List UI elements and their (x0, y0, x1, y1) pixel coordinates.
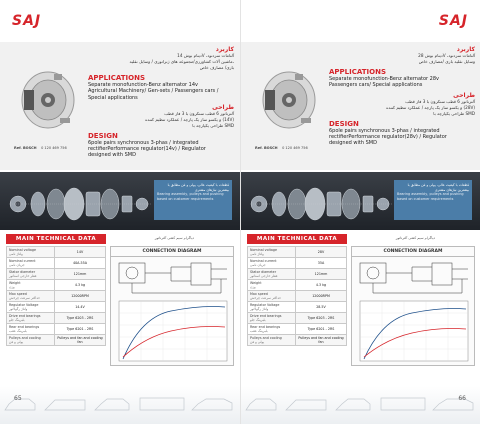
table-row: Max speed حداکثر سرعت چرخش 12000RPM (248, 291, 347, 302)
applications-heading: APPLICATIONS (88, 74, 145, 82)
fa-application-line: ماشین آلات کشاورزی/مجموعه های ژنراتوری / وسایل نقلیه، (129, 59, 234, 64)
exploded-parts-illustration (8, 178, 153, 226)
fa-design-line: طراحی یکپارچه با SMD (433, 110, 475, 116)
fa-application-line: دینام بوش 28V ،آلتامات سردنود (418, 53, 475, 58)
main-technical-data-banner: MAIN TECHNICAL DATA (247, 234, 347, 244)
design-line: 6pole pairs synchronous 3-phas / integrated (329, 127, 440, 134)
table-row: Weight وزن 4.3 kg (248, 280, 347, 291)
logo-tagline (12, 29, 41, 33)
logo-tagline (439, 29, 468, 33)
table-row: Weight وزن 4.3 kg (7, 280, 106, 291)
design-heading: DESIGN (88, 131, 118, 140)
fa-application-title: کاربرد (215, 46, 234, 53)
connection-diagram-box (110, 246, 234, 366)
fa-application-line: باری/ مصارف خاص (199, 65, 234, 70)
table-row: Rear end bearings بلبرینگ عقب Type 6201 - 2RS (248, 324, 347, 335)
page-footer (241, 386, 480, 424)
fa-design-line: و یکسو ساز یک پارچه / عملکرد تنظیم کننده (28V) (386, 104, 475, 110)
quality-note-fa: قطعات با کیفیت عالی، پولی و فن مطابق با بیشترین نیازهای مشتری (407, 183, 469, 192)
table-row: Nominal current جریان نامی 40A-55A (7, 258, 106, 269)
fa-design-line: آلترناتور 6 قطب سنکرون با 3 فاز قطب (164, 110, 234, 116)
table-row: Nominal current جریان نامی 35A (248, 258, 347, 269)
table-row: Regulator Voltage ولتاژ رگولاتور 14.4V (7, 302, 106, 313)
connection-diagram-fa-title: دیاگرام سیم کشی آلترناتور (154, 236, 194, 240)
page-number: 66 (458, 395, 466, 402)
table-row: Drive end bearings بلبرینگ جلو Type 6203 - 2RS (248, 313, 347, 324)
applications-line: Agricultural Machinery/ Gen-sets / Passengers cars / (88, 88, 219, 95)
quality-note-en: Bearing assembly, pulleys and pushing based on customer requirements (397, 192, 464, 201)
design-line: rectifierPerformance regulator(28v) / Regulator (329, 133, 447, 140)
main-technical-data-banner: MAIN TECHNICAL DATA (6, 234, 106, 244)
table-row: Max speed حداکثر سرعت چرخش 12000RPM (7, 291, 106, 302)
design-line: 6pole pairs synchronous 3-phas / integrated (88, 139, 199, 146)
alternator-photo (255, 60, 321, 140)
brand-logo: SAJ (12, 13, 41, 33)
quality-note-box (154, 180, 232, 220)
spec-table (6, 246, 106, 346)
bosch-reference: Ref. BOSCH 0 120 469 756 (14, 146, 67, 150)
alternator-photo (14, 60, 80, 140)
table-row: Regulator Voltage ولتاژ رگولاتور 28.5V (248, 302, 347, 313)
table-row: Nominal voltage ولتاژ نامی 14V (7, 247, 106, 258)
connection-diagram-fa-title: دیاگرام سیم کشی آلترناتور (395, 236, 435, 240)
catalog-page-right (240, 0, 480, 424)
brand-logo: SAJ (439, 13, 468, 33)
table-row: Pulleys and cooling پولی و فن Pulleys and fan and cooling fan (7, 335, 106, 346)
design-line: designed with SMD (88, 152, 136, 159)
table-row: Stator diameter قطر خارجی استاتور 121mm (248, 269, 347, 280)
wiring-and-curve-diagram (111, 257, 235, 367)
design-line: designed with SMD (329, 140, 377, 147)
fa-application-title: کاربرد (456, 46, 475, 53)
fa-application-line: وسایل نقلیه باری /مصارف خاص (418, 59, 475, 64)
fa-application-line: دینام بوش 14V ،آلتامات سردنود (177, 53, 234, 58)
design-heading: DESIGN (329, 119, 359, 128)
vehicles-silhouette (241, 394, 480, 414)
connection-diagram-title: CONNECTION DIAGRAM (352, 247, 474, 257)
fa-design-line: و یکسو ساز یک پارچه / عملکرد تنظیم کننده (14V) (145, 116, 234, 122)
quality-note-en: Bearing assembly, pulleys and pushing based on customer requirements (157, 192, 224, 201)
spec-table (247, 246, 347, 346)
design-line: rectifierPerformance regulator(14v) / Regulator (88, 146, 206, 153)
fa-design-title: طراحی (212, 103, 234, 111)
connection-diagram-title: CONNECTION DIAGRAM (111, 247, 233, 257)
description-column (88, 46, 234, 159)
quality-note-box (394, 180, 472, 220)
vehicles-silhouette (0, 394, 240, 414)
table-row: Drive end bearings بلبرینگ جلو Type 6203 - 2RS (7, 313, 106, 324)
table-row: Rear end bearings بلبرینگ عقب Type 6201 - 2RS (7, 324, 106, 335)
description-column (329, 46, 475, 146)
bosch-reference: Ref. BOSCH 0 120 469 756 (255, 146, 308, 150)
applications-line: Special applications (88, 94, 138, 101)
page-footer (0, 386, 240, 424)
fa-design-line: طراحی یکپارچه با SMD (192, 122, 234, 128)
quality-note-fa: قطعات با کیفیت عالی، پولی و فن مطابق با بیشترین نیازهای مشتری (167, 183, 229, 192)
exploded-parts-illustration (249, 178, 394, 226)
table-row: Pulleys and cooling پولی و فن Pulleys and fan and cooling fan (248, 335, 347, 346)
connection-diagram-box (351, 246, 475, 366)
applications-heading: APPLICATIONS (329, 68, 386, 76)
page-number: 65 (14, 395, 22, 402)
applications-line: Passengers cars/ Special applications (329, 82, 423, 89)
table-row: Stator diameter قطر خارجی استاتور 121mm (7, 269, 106, 280)
fa-design-title: طراحی (453, 91, 475, 99)
fa-design-line: آلترناتور 6 قطب سنکرون با 3 فاز قطب (405, 98, 475, 104)
table-row: Nominal voltage ولتاژ نامی 28V (248, 247, 347, 258)
applications-line: Separate monofunction-Benz alternator 28v (329, 76, 440, 82)
applications-line: Separate monofunction-Benz alternator 14v (88, 82, 199, 88)
wiring-and-curve-diagram (352, 257, 476, 367)
